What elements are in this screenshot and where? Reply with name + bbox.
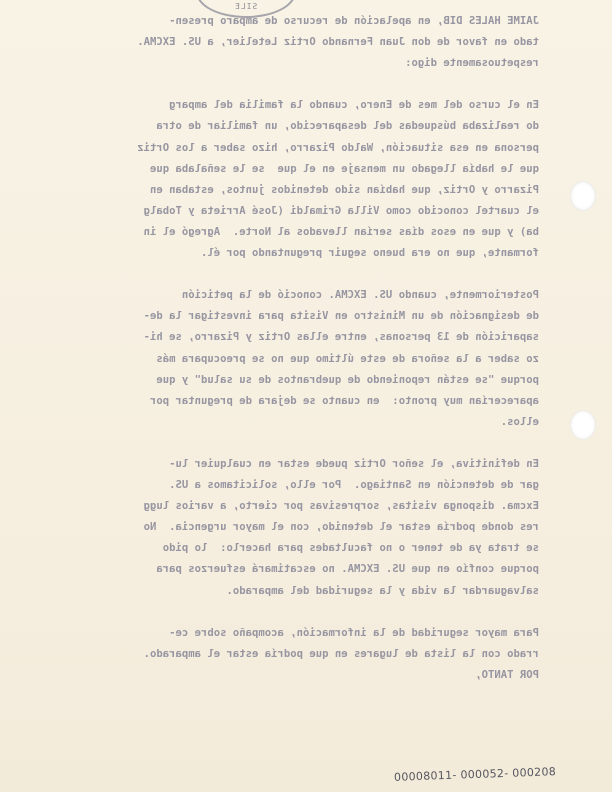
text-line: de designación de un Ministro en Visita para investigar la de- (143, 310, 539, 323)
text-line: do realizaba búsquedas del desaparecido, un familiar de otra (156, 120, 539, 133)
text-line: aparecerían muy pronto: en cuanto se dejara de preguntar por (149, 394, 539, 407)
stamp-text: SILE (234, 2, 258, 11)
paragraph-gap (49, 433, 539, 454)
text-line: el cuartel conocido como Villa Grimaldi (José Arrieta y Tobalg (143, 204, 539, 217)
text-line: gar de detención en Santiago. Por ello, solicitamos a US. (169, 479, 539, 492)
text-line: res donde podría estar el detenido, con el mayor urgencia. No (143, 521, 539, 534)
text-line: POR TANTO, (475, 668, 539, 681)
text-line: formante, que no era bueno seguir preguntando por él. (200, 247, 539, 260)
text-line: JAIME HALES DIB, en apelación de recurso de amparo presen- (169, 15, 539, 27)
text-line: Posteriormente, cuando US. EXCMA. conoció de la petición (181, 289, 539, 302)
text-line: Para mayor seguridad de la información, acompaño sobre ce- (169, 626, 539, 639)
text-line: Pizarro y Ortiz, que habían sido detenidos juntos, estaban en (149, 183, 539, 196)
text-line: En definitiva, el señor Ortiz puede estar en cualquier lu- (169, 457, 539, 470)
paragraph-gap (49, 74, 539, 95)
archive-reference-number: 00008011- 000052- 000208 (393, 765, 557, 784)
text-line: persona en esa situación, Waldo Pizarro, hizo saber a los Ortiz (137, 141, 539, 154)
text-line: En el curso del mes de Enero, cuando la familia del amparg (169, 99, 539, 112)
text-line: ba) y que en esos días serían llevados al Norte. Agregó el in (143, 225, 539, 238)
paragraph-gap (49, 602, 539, 623)
text-line: tado en favor de don Juan Fernando Ortiz Letelier, a US. EXCMA. (137, 36, 539, 49)
text-line: salvaguardar la vida y la seguridad del amparado. (226, 584, 539, 597)
punch-hole-top (570, 181, 596, 211)
text-line: ellos. (500, 415, 539, 428)
text-line: rrado con la lista de lugares en que podría estar el amparado. (143, 647, 539, 660)
text-line: que le había llegado un mensaje en el que se le señalaba que (149, 162, 539, 175)
document-body (49, 11, 539, 686)
text-line: porque confío en que US. EXCMA. no escatimará esfuerzos para (156, 563, 539, 576)
text-line: Excma. disponga visitas, sorpresivas por cierto, a varios lugg (143, 500, 539, 513)
text-line: se trata ya de tener o no facultades para hacerlo: lo pido (162, 542, 539, 555)
text-line: respetuosamente digo: (405, 57, 539, 70)
text-line: zo saber a la señora de este último que no se preocupara más (156, 352, 539, 365)
paragraph-gap (49, 264, 539, 285)
text-line: porque "se están reponiendo de quebrantos de su salud" y que (156, 373, 539, 386)
punch-hole-bottom (570, 410, 596, 440)
text-line: saparición de 13 personas, entre ellas Ortiz y Pizarro, se hi- (143, 331, 539, 344)
